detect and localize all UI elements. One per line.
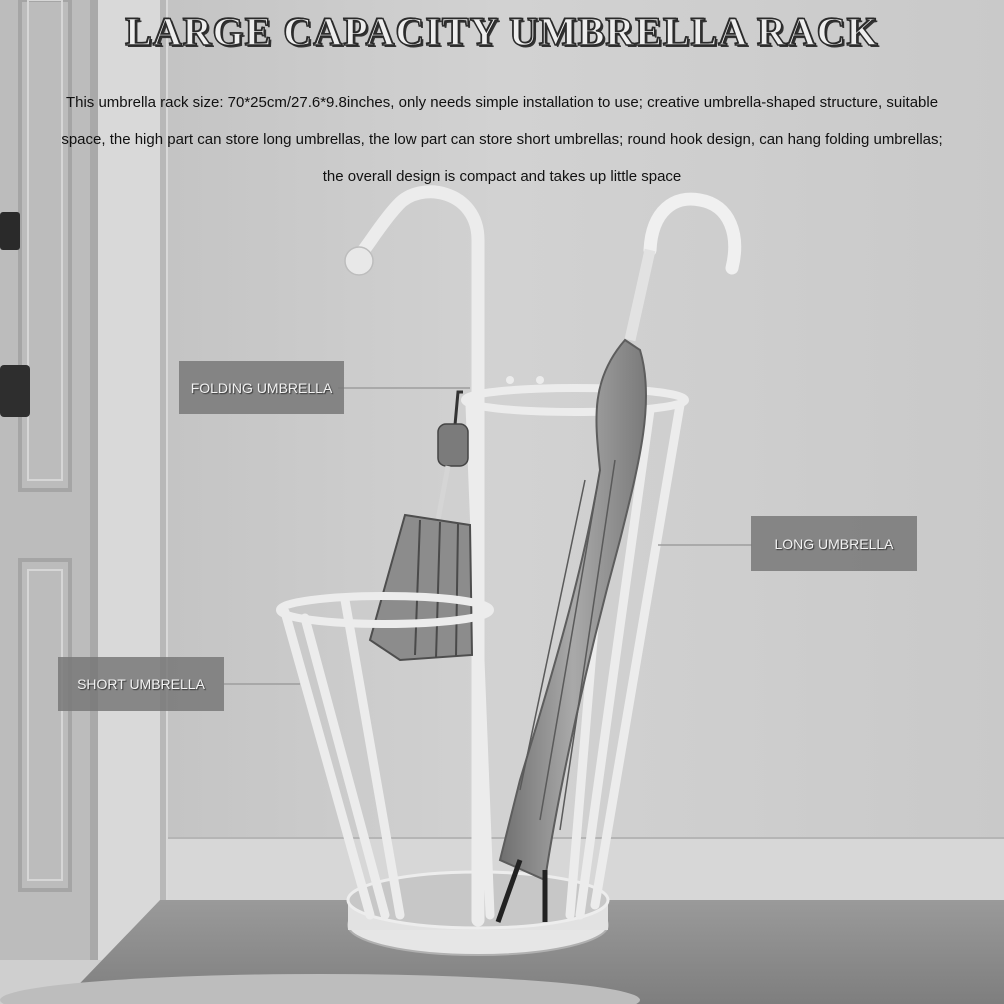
label-short-umbrella: SHORT UMBRELLA (58, 657, 224, 711)
label-folding-umbrella: FOLDING UMBRELLA (179, 361, 344, 414)
label-long-umbrella: LONG UMBRELLA (751, 516, 917, 571)
page-title: LARGE CAPACITY UMBRELLA RACK (125, 9, 879, 54)
description-line-2: space, the high part can store long umbrellas, the low part can store short umbrellas; round hook design, can hang folding umbrellas; (61, 131, 943, 148)
description-line-1: This umbrella rack size: 70*25cm/27.6*9.8inches, only needs simple installation to use; creative umbrella-shaped structure, suitable (65, 94, 939, 111)
folding-umbrella-handle (438, 424, 468, 466)
door-handle (0, 212, 20, 250)
description-line-3: the overall design is compact and takes up little space (322, 168, 682, 185)
